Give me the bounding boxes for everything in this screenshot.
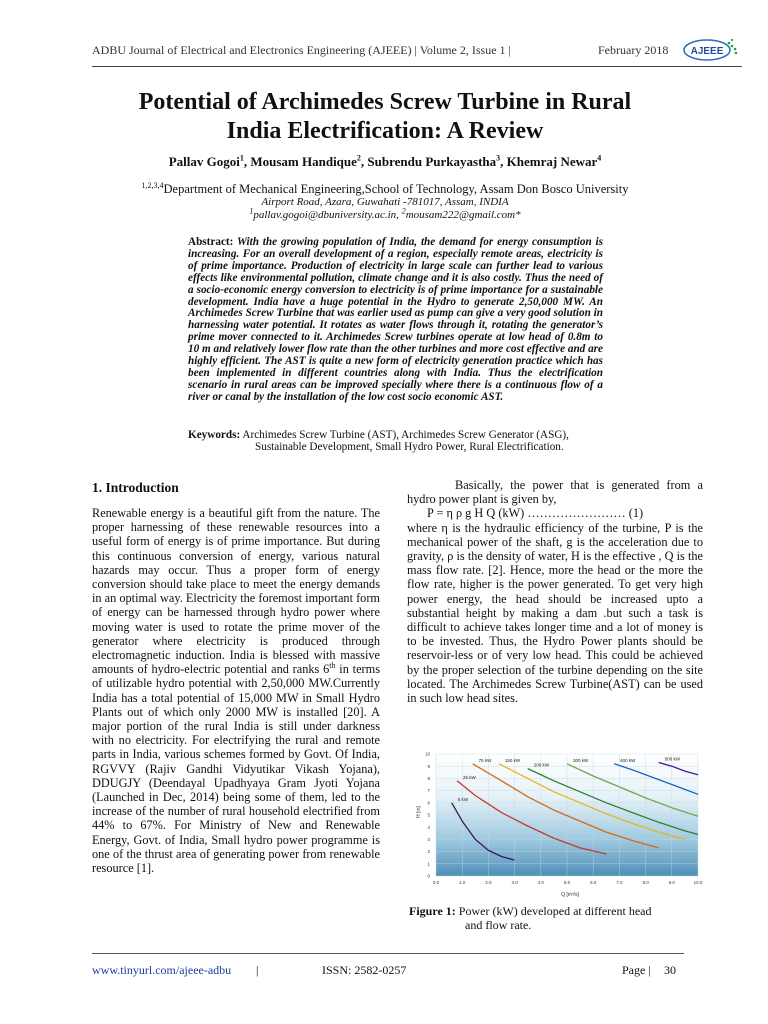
- title-line-2: India Electrification: A Review: [226, 118, 544, 144]
- affiliation: $^{1,2,3,4}$Department of Mechanical Engineering,School of Technology, Assam Don Bosco University: [141, 180, 629, 196]
- author-sup: 2: [356, 153, 361, 163]
- series-label: 5 kW: [457, 796, 468, 802]
- keywords: [188, 429, 608, 453]
- caption-label: Figure 1:: [409, 904, 456, 918]
- intro-paragraph: Renewable energy is a beautiful gift from the nature. The proper harnessing of these renewable resources into a useful form of energy is of prime importance. But during this continuous conversion of energy, various natural hazards may occur. Thus a proper form of energy conversion should take place to meet the energy demands in an optimal way. Electricity the foremost important form of energy can be harnessed through hydro power where moving water is used to rotate the prime mover of the generator where electricity is produced through electromagnetic induction. India is blessed with massive amounts of hydro-electric potential and ranks 6: [92, 506, 380, 677]
- y-tick-label: 3: [427, 837, 430, 842]
- author-sup: 4: [597, 153, 602, 163]
- series-label: 500 kW: [664, 756, 680, 762]
- footer-separator: |: [256, 963, 259, 977]
- y-tick-label: 1: [427, 861, 430, 867]
- author-name: Khemraj Newar: [506, 154, 598, 169]
- y-tick-label: 2: [427, 849, 430, 855]
- figure-chart: [412, 748, 706, 900]
- header-rule: [92, 66, 742, 67]
- y-axis-label: H [m]: [416, 806, 422, 818]
- emails: $^1$pallav.gogoi@dbuniversity.ac.in, $^2$mousam222@gmail.com*: [249, 206, 521, 221]
- section-heading: 1. Introduction: [92, 480, 179, 495]
- page-number: 30: [664, 963, 676, 977]
- abstract-label: Abstract:: [188, 236, 234, 248]
- keywords-line-1: Archimedes Screw Turbine (AST), Archimedes Screw Generator (ASG),: [242, 429, 569, 441]
- email-2[interactable]: mousam222@gmail.com*: [405, 209, 521, 221]
- series-label: 300 kW: [573, 757, 589, 763]
- page-footer: [92, 963, 692, 979]
- x-tick-label: 6.0: [590, 880, 597, 885]
- author-name: Pallav Gogoi: [168, 154, 240, 169]
- y-tick-label: 7: [427, 788, 430, 794]
- y-tick-label: 8: [427, 776, 430, 781]
- journal-logo: [682, 36, 740, 64]
- author-sup: 1: [239, 153, 244, 163]
- issue-date: February 2018: [598, 43, 669, 57]
- running-header: [92, 40, 742, 64]
- power-equation: P = η ρ g H Q (kW) …………………… (1): [427, 506, 644, 521]
- paper-title: [80, 88, 690, 146]
- y-tick-label: 4: [427, 824, 430, 830]
- series-label: 25 kW: [462, 774, 476, 780]
- x-tick-label: 2.0: [485, 880, 492, 885]
- series-label: 200 kW: [533, 762, 549, 768]
- abstract-text: With the growing population of India, the demand for energy consumption is increasing. For an overall development of a region, especially remote areas, electricity is of prime importance. Production of electricity in large scale can further lead to various effects like environmental pollution, climate change and it is also costly. Thus the need of a socio-economic energy conversion to electricity is of prime importance for a sustainable development. India have a huge potential in the Hydro to generate 2,50,000 MW. An Archimedes Screw Turbine that was earlier used as pump can give a very good solution in harnessing water potential. It rotates as water flows through it, rotating the generator’s prime mover connected to it. Archimedes Screw turbines operate at low head of 0.8m to 10 m and relatively lower flow rate than the other turbines and more cost effective and are highly efficient. The AST is quite a new form of electricity generation practice which has been implemented in different countries along with India. Thus the electrification scenario in rural areas can be improved specially where there is a continuous flow of a river or canal by the installation of the low cost socio economic AST.: [188, 236, 603, 403]
- y-tick-label: 5: [427, 812, 430, 818]
- x-tick-label: 1.0: [459, 880, 466, 885]
- x-tick-label: 3.0: [511, 880, 518, 885]
- series-label: 75 kW: [478, 757, 492, 763]
- x-tick-label: 0.0: [432, 880, 440, 885]
- y-tick-label: 9: [427, 763, 430, 769]
- keywords-label: Keywords:: [188, 429, 241, 441]
- y-tick-label: 6: [427, 800, 430, 806]
- series-label: 400 kW: [620, 757, 636, 763]
- x-tick-label: 10.0: [693, 880, 703, 885]
- power-intro: Basically, the power that is generated from a hydro power plant is given by,: [407, 478, 703, 507]
- journal-header: ADBU Journal of Electrical and Electronics Engineering (AJEEE) | Volume 2, Issue 1 |: [92, 43, 511, 57]
- email-1[interactable]: pallav.gogoi@dbuniversity.ac.in,: [253, 209, 402, 221]
- author-list: Pallav Gogoi$^1$, Mousam Handique$^2$, Subrendu Purkayastha$^3$, Khemraj Newar$^4$: [168, 153, 602, 169]
- x-axis-label: Q [m³/s]: [561, 892, 579, 898]
- page-label: Page |: [622, 963, 651, 977]
- abstract: [188, 237, 603, 404]
- y-tick-label: 0: [427, 873, 430, 879]
- affiliation-block: [80, 180, 690, 222]
- logo-text: AJEEE: [690, 46, 724, 57]
- x-tick-label: 5.0: [563, 880, 571, 885]
- author-name: Mousam Handique: [250, 154, 357, 169]
- x-tick-label: 9.0: [668, 880, 675, 885]
- x-tick-label: 4.0: [537, 880, 544, 885]
- x-tick-label: 7.0: [616, 880, 623, 885]
- right-column: [407, 478, 703, 705]
- left-column: Renewable energy is a beautiful gift from the nature. The proper harnessing of these renewable resources into a useful form of energy is of prime importance. But during this continuous conversion of energy, various natural hazards may occur. Thus a proper form of energy conversion should take place to meet the energy demands in an optimal way. Electricity the foremost important form of energy can be harnessed through hydro power where moving water is used to rotate the prime mover of the generator where electricity is produced through electromagnetic induction. India is blessed with massive amounts of hydro-electric potential and ranks 6th in terms of utilizable hydro potential with 2,50,000 MW.Currently India has a total potential of 15,000 MW in Small Hydro Plants out of which only 2000 MW is installed [20]. A major portion of the rural India is still under darkness with no electricity. For electrifying the rural and remote parts in India, various schemes formed by Govt. Of India, RGVVY (Rajiv Gandhi Vidyutikar Vikash Yojana), DDUGJY (Deendayal Upadhyaya Gram Jyoti Yojana (Launched in Dec, 2014) being some of them, led to the increase of the number of rural household electrified from 44% to 67%. For Ministry of New and Renewable Energy, Govt. of India, Small hydro power programme is one of the thrust area of generating power from renewable resource [1].: [92, 506, 380, 876]
- figure-caption: Figure 1: Power (kW) developed at different head and flow rate.: [409, 904, 652, 932]
- series-label: 150 kW: [504, 757, 521, 763]
- y-tick-label: 10: [424, 751, 430, 757]
- footer-rule: [92, 953, 684, 954]
- power-paragraph: where η is the hydraulic efficiency of the turbine, P is the mechanical power of the shaft, g is the acceleration due to gravity, ρ is the density of water, H is the effective , Q is the mass flow rate. [2]. Hence, more the head or the more the flow rate, higher is the power generated. To get very high power energy, the head should be increased upto a substantial height by making a dam .but such a task is difficult to achieve takes longer time and a lot of money is to be invested. Thus, the Hydro Power plants should be reservoir-less or of very low head. This could be achieved by the proper selection of the turbine depending on the site located. The Archimedes Screw Turbine(AST) can be used in such low head sites.: [407, 520, 703, 706]
- title-line-1: Potential of Archimedes Screw Turbine in Rural: [138, 89, 632, 115]
- journal-url-link[interactable]: www.tinyurl.com/ajeee-adbu: [92, 963, 232, 977]
- x-tick-label: 8.0: [642, 880, 649, 885]
- address: Airport Road, Azara, Guwahati -781017, Assam, INDIA: [261, 196, 509, 208]
- keywords-line-2: Sustainable Development, Small Hydro Power, Rural Electrification.: [255, 441, 564, 453]
- author-sup: 3: [496, 153, 501, 163]
- author-name: Subrendu Purkayastha: [367, 154, 497, 169]
- issn: ISSN: 2582-0257: [322, 963, 407, 977]
